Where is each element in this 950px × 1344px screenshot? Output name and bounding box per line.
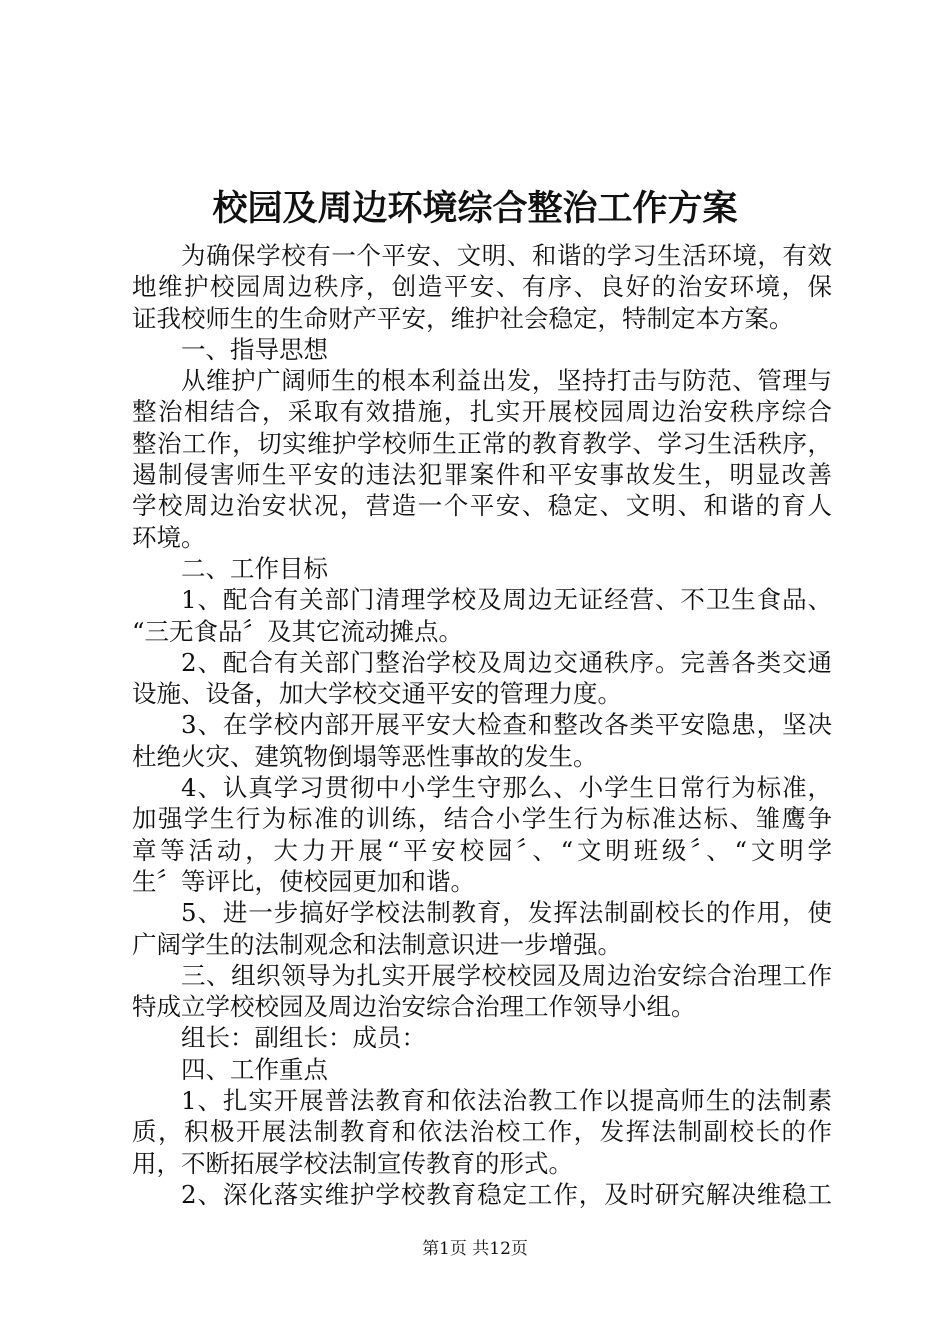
section-heading: 一、指导思想 [181,334,328,364]
body-line: 杜绝火灾、建筑物倒塌等恶性事故的发生。 [132,741,598,771]
body-line: 特成立学校校园及周边治安综合治理工作领导小组。 [132,992,696,1022]
body-line: 地维护校园周边秩序，创造平安、有序、良好的治安环境，保 [132,272,832,302]
body-line: 加强学生行为标准的训练，结合小学生行为标准达标、雏鹰争 [132,804,832,834]
body-line: 为确保学校有一个平安、文明、和谐的学习生活环境，有效 [181,241,832,270]
body-line: 2、配合有关部门整治学校及周边交通秩序。完善各类交通 [181,647,832,677]
section-heading: 四、工作重点 [181,1054,328,1084]
body-line: 3、在学校内部开展平安大检查和整改各类平安隐患，坚决 [181,710,832,740]
section-heading: 二、工作目标 [181,553,328,583]
body-line: 生〞等评比，使校园更加和谐。 [132,866,475,896]
page-number: 第1页 共12页 [422,1239,528,1259]
body-line: 1、扎实开展普法教育和依法治教工作以提高师生的法制素 [181,1086,832,1116]
body-line: 遏制侵害师生平安的违法犯罪案件和平安事故发生，明显改善 [132,460,832,490]
body-line: 设施、设备，加大学校交通平安的管理力度。 [132,679,622,709]
body-line: 质，积极开展法制教育和依法治校工作，发挥法制副校长的作 [132,1117,832,1147]
body-line: 从维护广阔师生的根本利益出发，坚持打击与防范、管理与 [181,366,832,396]
document-title: 校园及周边环境综合整治工作方案 [212,188,738,229]
body-line: 用，不断拓展学校法制宣传教育的形式。 [132,1148,573,1178]
body-line: 章等活动，大力开展“平安校园〞、“文明班级〞、“文明学 [132,835,832,865]
body-line: “三无食品〞及其它流动摊点。 [132,616,464,646]
document-body [132,240,832,1210]
body-line: 2、深化落实维护学校教育稳定工作，及时研究解决维稳工 [181,1179,832,1209]
body-line: 1、配合有关部门清理学校及周边无证经营、不卫生食品、 [181,585,832,615]
section-heading: 三、组织领导为扎实开展学校校园及周边治安综合治理工作 [181,960,832,990]
body-line: 整治工作，切实维护学校师生正常的教育教学、学习生活秩序， [132,428,832,458]
body-line: 证我校师生的生命财产平安，维护社会稳定，特制定本方案。 [132,303,794,333]
body-line: 环境。 [132,522,206,552]
body-line: 5、进一步搞好学校法制教育，发挥法制副校长的作用，使 [181,898,832,928]
body-line: 广阔学生的法制观念和法制意识进一步增强。 [132,929,622,959]
body-line: 学校周边治安状况，营造一个平安、稳定、文明、和谐的育人 [132,491,832,521]
body-line: 组长：副组长：成员： [181,1023,426,1053]
body-line: 整治相结合，采取有效措施，扎实开展校园周边治安秩序综合 [132,397,832,427]
body-line: 4、认真学习贯彻中小学生守那么、小学生日常行为标准， [181,773,832,803]
